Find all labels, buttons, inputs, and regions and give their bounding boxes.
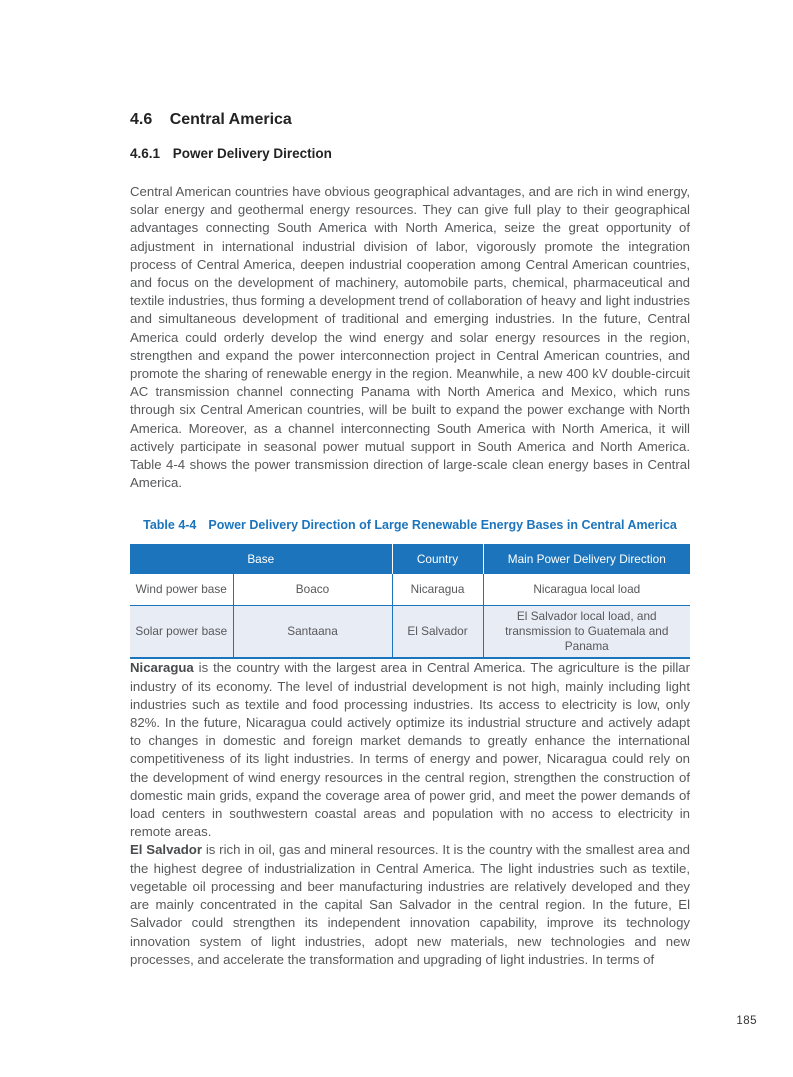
subsection-number: 4.6.1 xyxy=(130,146,161,161)
table-header-direction: Main Power Delivery Direction xyxy=(483,544,690,574)
power-delivery-table xyxy=(130,544,690,659)
page-number: 185 xyxy=(736,1015,757,1027)
section-title: Central America xyxy=(169,111,292,128)
table-header-row xyxy=(130,544,690,574)
page-content xyxy=(130,112,690,969)
table-cell: Nicaragua local load xyxy=(483,574,690,606)
el-salvador-paragraph-lead: El Salvador xyxy=(130,842,202,858)
subsection-heading xyxy=(130,147,690,161)
table-cell: Santaana xyxy=(233,606,392,659)
table-cell: Boaco xyxy=(233,574,392,606)
nicaragua-paragraph-text: is the country with the largest area in Central America. The agriculture is the pillar industry of its economy. The level of industrial development is not high, mainly including light industries such as textile and food processing industries. Its access to electricity is low, only 82%. In the future, Nicaragua could actively optimize its industrial structure and actively adapt to changes in domestic and foreign market demands to greatly enhance the international competitiveness of its light industries. In terms of energy and power, Nicaragua could rely on the development of wind energy resources in the central region, strengthen the construction of domestic main grids, expand the coverage area of power grid, and meet the power demands of load centers in southwestern coastal areas and population with no access to electricity in remote areas. xyxy=(130,660,690,840)
subsection-title: Power Delivery Direction xyxy=(172,146,332,161)
table-row xyxy=(130,574,690,606)
table-header-base: Base xyxy=(130,544,392,574)
table-caption-title: Power Delivery Direction of Large Renewable Energy Bases in Central America xyxy=(208,518,677,533)
section-heading xyxy=(130,112,690,128)
table-row xyxy=(130,606,690,659)
nicaragua-paragraph xyxy=(130,659,690,841)
table-cell: El Salvador xyxy=(392,606,483,659)
table-caption-label: Table 4-4 xyxy=(143,518,197,533)
section-number: 4.6 xyxy=(130,111,153,128)
table-caption xyxy=(130,518,690,532)
nicaragua-paragraph-lead: Nicaragua xyxy=(130,660,194,676)
table-cell: Wind power base xyxy=(130,574,233,606)
el-salvador-paragraph xyxy=(130,841,690,968)
table-header-country: Country xyxy=(392,544,483,574)
table-cell: Nicaragua xyxy=(392,574,483,606)
intro-paragraph: Central American countries have obvious geographical advantages, and are rich in wind energy, solar energy and geothermal energy resources. They can give full play to their geographical advantages connecting South America with North America, seize the great opportunity of adjustment in international industrial division of labor, vigorously promote the integration process of Central America, deepen industrial cooperation among Central American countries, and focus on the development of machinery, automobile parts, chemical, pharmaceutical and textile industries, thus forming a development trend of collaboration of heavy and light industries and simultaneous development of traditional and emerging industries. In the future, Central America could orderly develop the wind energy and solar energy resources in the region, strengthen and expand the power interconnection project in Central American countries, and promote the sharing of renewable energy in the region. Meanwhile, a new 400 kV double-circuit AC transmission channel connecting Panama with North America and Mexico, which runs through six Central American countries, will be built to expand the power exchange with North America. Moreover, as a channel interconnecting South America with North America, it will actively participate in seasonal power mutual support in South America and North America. Table 4-4 shows the power transmission direction of large-scale clean energy bases in Central America. xyxy=(130,184,690,491)
table-cell: Solar power base xyxy=(130,606,233,659)
el-salvador-paragraph-text: is rich in oil, gas and mineral resources. It is the country with the smallest area and the highest degree of industrialization in Central America. The light industries such as textile, vegetable oil processing and beer manufacturing industries are relatively developed and they are mainly concentrated in the capital San Salvador in the central region. In the future, El Salvador could strengthen its independent innovation capability, improve its technology innovation system of light industries, adopt new materials, new technologies and new processes, and accelerate the transformation and upgrading of light industries. In terms of xyxy=(130,842,690,967)
table-cell: El Salvador local load, and transmission to Guatemala and Panama xyxy=(483,606,690,659)
